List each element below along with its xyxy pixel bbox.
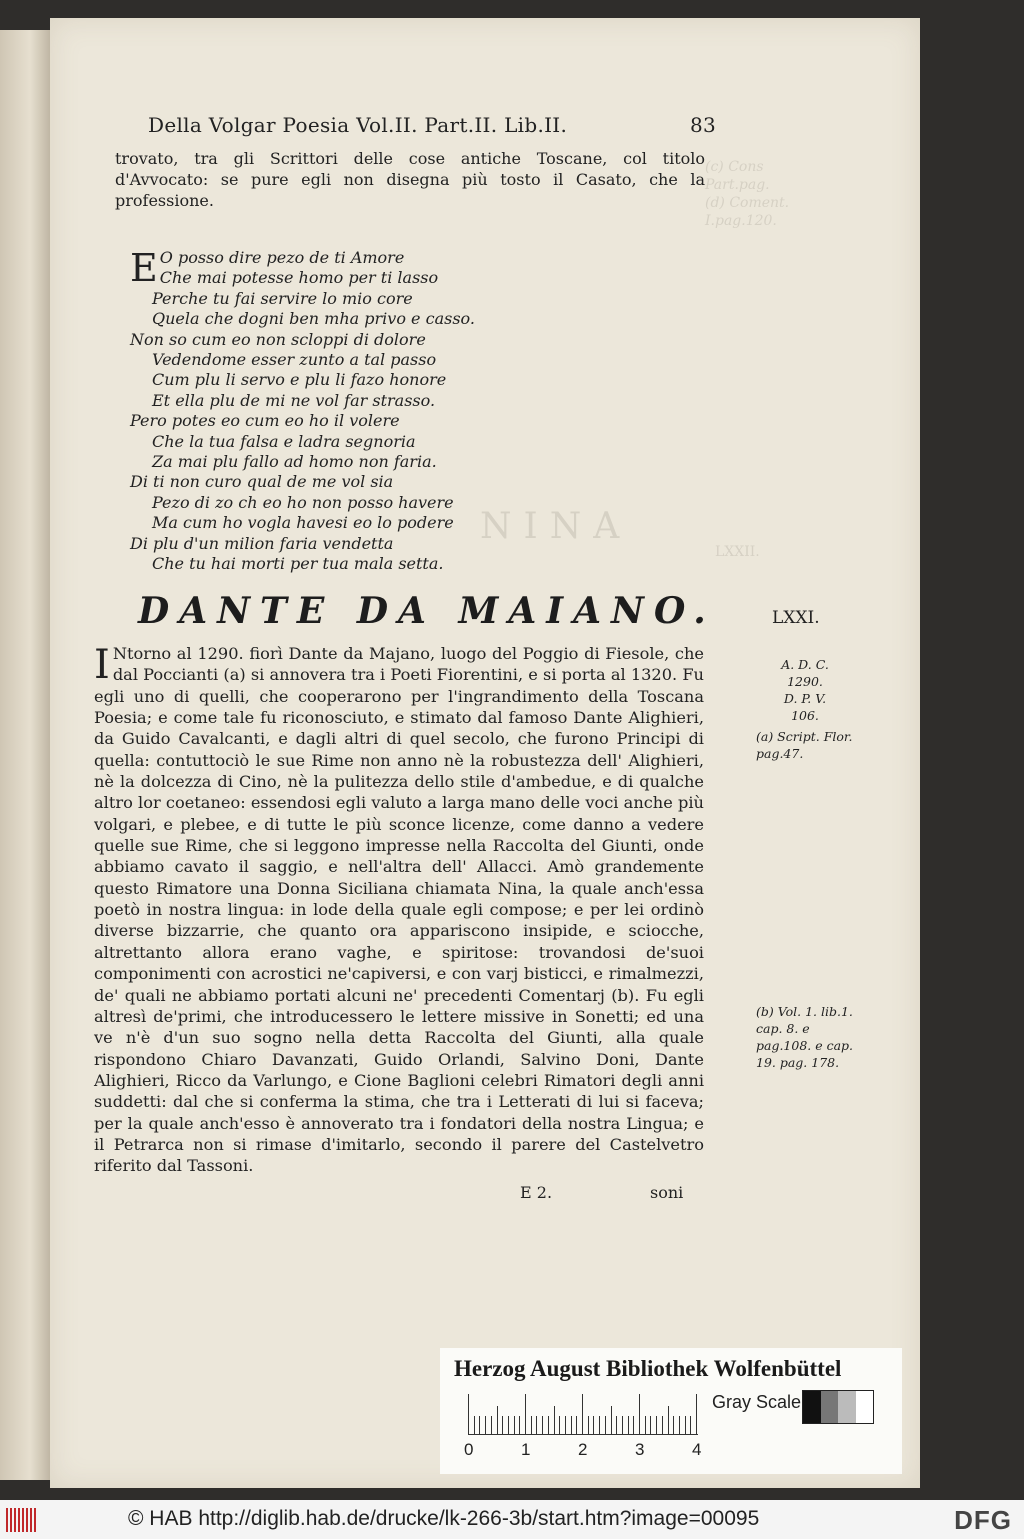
ruler-label: 4: [692, 1440, 702, 1459]
ruler-tick: [696, 1394, 697, 1434]
section-title: DANTE DA MAIANO.: [138, 590, 716, 632]
logo-stripe: [34, 1508, 36, 1532]
logo-stripe: [14, 1508, 16, 1532]
gray-swatch: [838, 1391, 856, 1423]
dfg-logo: DFG: [954, 1505, 1012, 1535]
ruler-tick: [605, 1416, 606, 1434]
poem-line: Non so cum eo non scloppi di dolore: [130, 329, 426, 349]
ruler-tick: [474, 1416, 475, 1434]
ruler-tick: [656, 1416, 657, 1434]
bleed-through-text: (c) Cons Part.pag. (d) Coment. I.pag.120.: [705, 159, 790, 229]
poem-line: Perche tu fai servire lo mio core: [152, 288, 413, 308]
poem-line: Et ella plu de mi ne vol far strasso.: [152, 390, 436, 410]
ruler-tick: [593, 1416, 594, 1434]
ruler-tick: [542, 1416, 543, 1434]
ruler-tick: [519, 1416, 520, 1434]
ruler-tick: [491, 1416, 492, 1434]
ruler-tick: [639, 1394, 640, 1434]
logo-stripe: [6, 1508, 8, 1532]
ruler-tick: [571, 1416, 572, 1434]
logo-stripe: [30, 1508, 32, 1532]
logo-stripe: [10, 1508, 12, 1532]
poem-line: Pero potes eo cum eo ho il volere: [130, 411, 400, 431]
gray-swatch: [856, 1391, 874, 1423]
scale-card: [440, 1348, 902, 1474]
running-header: [148, 113, 716, 137]
ruler-tick: [650, 1416, 651, 1434]
ruler-tick: [690, 1416, 691, 1434]
ruler-tick: [616, 1416, 617, 1434]
logo-stripe: [26, 1508, 28, 1532]
signature-mark: E 2.: [520, 1183, 553, 1202]
ruler-tick: [559, 1416, 560, 1434]
body-drop-capital: I: [94, 642, 110, 688]
section-number: LXXI.: [772, 608, 820, 628]
ruler-tick: [479, 1416, 480, 1434]
ruler-tick: [628, 1416, 629, 1434]
catchword: soni: [650, 1183, 684, 1202]
ruler-tick: [468, 1394, 469, 1434]
page-number: 83: [689, 113, 716, 137]
institution-name: Herzog August Bibliothek Wolfenbüttel: [454, 1356, 842, 1381]
margin-dates: A. D. C. 1290. D. P. V. 106.: [781, 657, 829, 723]
poem-line: Che la tua falsa e ladra segnoria: [152, 431, 416, 451]
gray-scale-swatches: [802, 1390, 874, 1424]
bleed-through-heading: NINA: [480, 506, 632, 547]
ruler-label: 1: [521, 1440, 531, 1459]
ruler-label: 2: [578, 1440, 588, 1459]
ruler-tick: [565, 1416, 566, 1434]
ruler-tick: [502, 1416, 503, 1434]
running-title: Della Volgar Poesia Vol.II. Part.II. Lib.II.: [148, 113, 568, 137]
body-paragraph: [94, 643, 704, 1177]
poem-line: Che tu hai morti per tua mala setta.: [152, 554, 444, 574]
ruler-tick: [582, 1394, 583, 1434]
logo-stripe: [18, 1508, 20, 1532]
ruler-tick: [554, 1406, 555, 1434]
gray-swatch: [803, 1391, 821, 1423]
ruler-label: 3: [635, 1440, 645, 1459]
gray-scale-label: Gray Scale: [712, 1392, 802, 1412]
poem-line: Ma cum ho vogla havesi eo lo podere: [152, 513, 454, 533]
ruler-tick: [514, 1416, 515, 1434]
ruler-label: 0: [464, 1440, 474, 1459]
ruler-tick: [662, 1416, 663, 1434]
ruler-tick: [508, 1416, 509, 1434]
book-page: [50, 18, 920, 1488]
footer-bar: [0, 1500, 1024, 1539]
body-text: Ntorno al 1290. fiorì Dante da Majano, luogo del Poggio di Fiesole, che dal Poccianti (a) si annovera tra i Poeti Fiorentini, e si porta al 1320. Fu egli uno di quelli, che cooperarono per l'ingrandimento della Toscana Poesia; e come tale fu riconosciuto, e stimato dal famoso Dante Alighieri, da Guido Cavalcanti, e dagli altri di quel secolo, che furono Principi di quella: contuttociò le sue Rime non anno nè la robustezza dell' Alighieri, nè la dolcezza di Cino, nè la pulitezza dello stile d'ambedue, e di qualche altro lor coetaneo: essendosi egli valuto a larga mano delle voci anche più volgari, e plebee, e di tutte le più sconce licenze, come danno a vedere quelle sue Rime, che si leggono impresse nella Raccolta del Giunti, onde abbiamo cavato il saggio, e nell'altra dell' Allacci. Amò grandemente questo Rimatore una Donna Siciliana chiamata Nina, la quale anch'essa poetò in nostra lingua: in lode della quale egli compose; e per lei ordinò diverse bizzarrie, che quanto ora appariscono insipide, e sciocche, altrettanto allora erano vaghe, e spiritose: trovandosi de'suoi componimenti con acrostici ne'capiversi, e con varj bisticci, e rimalmezzi, de' quali ne abbiamo portati alcuni ne' precedenti Comentarj (b). Fu egli altresì de'primi, che introducessero le lettere missive in Sonetti; ed una ve n'è d'un suo sogno nella detta Raccolta del Giunti, alla quale rispondono Chiaro Davanzati, Guido Orlandi, Salvino Doni, Dante Alighieri, Ricco da Varlungo, e Cione Baglioni celebri Rimatori degli anni suddetti: dal che si conferma la stima, che tra i Letterati di lui si faceva; per la quale anch'esso è annoverato tra i fondatori della nostra Lingua; e il Petrarca non si rimase d'imitarlo, secondo il parere del Castelvetro riferito dal Tassoni.: [94, 644, 704, 1176]
poem-block: [130, 248, 610, 575]
measurement-ruler: [468, 1390, 698, 1435]
ruler-tick: [673, 1416, 674, 1434]
facing-page-edge: [0, 30, 50, 1480]
poem-line: Za mai plu fallo ad homo non faria.: [152, 452, 437, 472]
bleed-through-number: LXXII.: [715, 544, 760, 560]
logo-stripe: [22, 1508, 24, 1532]
hab-logo-icon: [6, 1508, 38, 1532]
poem-line: Cum plu li servo e plu li fazo honore: [152, 370, 447, 390]
ruler-tick: [622, 1416, 623, 1434]
ruler-tick: [645, 1416, 646, 1434]
poem-line: Di plu d'un milion faria vendetta: [130, 533, 394, 553]
footer-credit-link[interactable]: © HAB http://diglib.hab.de/drucke/lk-266-3b/start.htm?image=00095: [128, 1507, 760, 1530]
poem-drop-capital: E: [130, 246, 158, 290]
ruler-tick: [497, 1406, 498, 1434]
ruler-tick: [525, 1394, 526, 1434]
poem-line: Pezo di zo ch eo ho non posso havere: [152, 492, 454, 512]
ruler-tick: [599, 1416, 600, 1434]
ruler-tick: [633, 1416, 634, 1434]
poem-line: Che mai potesse homo per ti lasso: [159, 268, 439, 288]
gray-swatch: [821, 1391, 839, 1423]
ruler-tick: [611, 1406, 612, 1434]
ruler-tick: [531, 1416, 532, 1434]
ruler-tick: [548, 1416, 549, 1434]
ruler-tick: [576, 1416, 577, 1434]
ruler-tick: [679, 1416, 680, 1434]
margin-note-a: (a) Script. Flor. pag.47.: [756, 729, 853, 761]
ruler-tick: [536, 1416, 537, 1434]
margin-note-b: (b) Vol. 1. lib.1. cap. 8. e pag.108. e cap. 19. pag. 178.: [756, 1004, 854, 1070]
poem-line: Vedendome esser zunto a tal passo: [152, 350, 437, 370]
ruler-tick: [588, 1416, 589, 1434]
poem-line: Di ti non curo qual de me vol sia: [130, 472, 394, 492]
ruler-tick: [668, 1406, 669, 1434]
ruler-tick: [485, 1416, 486, 1434]
ruler-tick: [685, 1416, 686, 1434]
poem-line: Quela che dogni ben mha privo e casso.: [152, 309, 475, 329]
poem-line: O posso dire pezo de ti Amore: [159, 248, 405, 267]
intro-paragraph: trovato, tra gli Scrittori delle cose antiche Toscane, col titolo d'Avvocato: se pure egli non disegna più tosto il Casato, che la professione.: [115, 149, 705, 211]
